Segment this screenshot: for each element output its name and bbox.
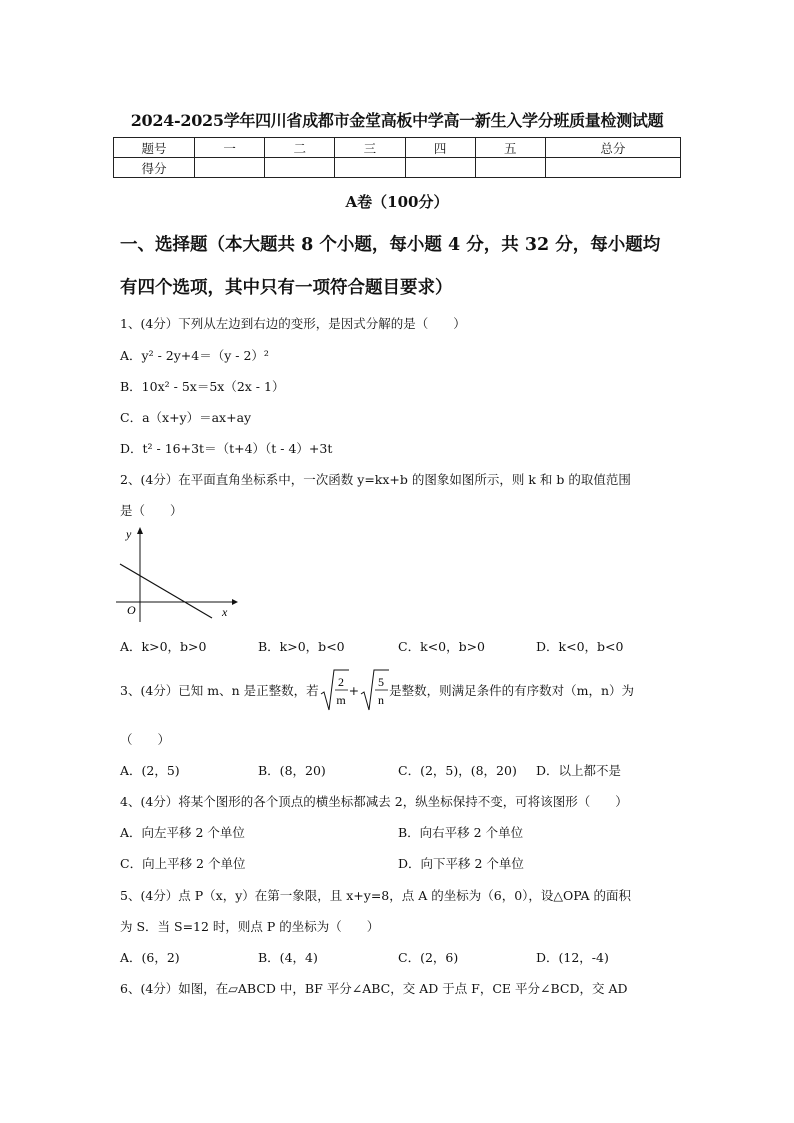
q2-option-a: A．k>0，b>0: [120, 639, 207, 654]
score-cell: 一: [195, 138, 265, 158]
q5-option-d: D．(12，-4): [536, 950, 609, 965]
score-cell: 总分: [545, 138, 680, 158]
score-table-score-row: [114, 158, 681, 178]
frac2-denominator: n: [378, 693, 385, 707]
score-cell: 四: [405, 138, 475, 158]
q5-option-b: B．(4，4): [258, 950, 318, 965]
q1-stem: 1、(4分）下列从左边到右边的变形，是因式分解的是（ ）: [120, 316, 466, 331]
score-cell: 三: [335, 138, 405, 158]
q3-stem: [120, 668, 634, 712]
score-input-cell: [475, 158, 545, 178]
q3-option-d: D．以上都不是: [536, 763, 622, 778]
score-input-cell: [265, 158, 335, 178]
q2-stem-line2: 是（ ）: [120, 503, 183, 518]
q4-option-a: A．向左平移 2 个单位: [120, 825, 245, 840]
plus-sign: +: [348, 682, 360, 698]
y-axis-arrow: [137, 527, 143, 534]
q1-option-c: C．a（x+y）＝ax+ay: [120, 410, 252, 425]
q4-option-b: B．向右平移 2 个单位: [398, 825, 524, 840]
sqrt-sign-icon: [319, 668, 349, 712]
score-input-cell: [545, 158, 680, 178]
score-input-cell: [405, 158, 475, 178]
score-cell: 五: [475, 138, 545, 158]
q1-option-b: B．10x² - 5x＝5x（2x - 1）: [120, 379, 285, 394]
q1-option-a: A．y² - 2y+4＝（y - 2）²: [120, 348, 269, 363]
exam-title: 2024-2025学年四川省成都市金堂高板中学高一新生入学分班质量检测试题: [130, 111, 664, 130]
score-table-header-row: [114, 138, 681, 158]
q1-option-d: D．t² - 16+3t＝（t+4）（t - 4）+3t: [120, 441, 333, 456]
q5-stem-line1: 5、(4分）点 P（x，y）在第一象限，且 x+y=8，点 A 的坐标为（6，0），设△OPA 的面积: [120, 888, 632, 903]
q3-option-b: B．(8，20): [258, 763, 326, 778]
sqrt-fraction-2: [359, 668, 389, 712]
score-cell: 题号: [114, 138, 195, 158]
score-table: [113, 137, 681, 178]
q4-option-d: D．向下平移 2 个单位: [398, 856, 524, 871]
sqrt-fraction-1: [319, 668, 349, 712]
q3-option-c: C．(2，5)，(8，20): [398, 763, 517, 778]
q2-option-d: D．k<0，b<0: [536, 639, 624, 654]
frac2-numerator: 5: [378, 675, 385, 689]
volume-heading: A卷（100分）: [345, 193, 449, 211]
frac1-denominator: m: [335, 693, 346, 707]
q2-option-b: B．k>0，b<0: [258, 639, 345, 654]
q3-paren: （ ）: [120, 732, 171, 747]
x-axis-arrow: [232, 599, 238, 605]
sqrt-sign-icon: [359, 668, 389, 712]
q6-stem: 6、(4分）如图，在▱ABCD 中，BF 平分∠ABC，交 AD 于点 F，CE 平分∠BCD，交 AD: [120, 981, 628, 996]
score-cell: 二: [265, 138, 335, 158]
y-axis-label: y: [126, 527, 132, 541]
q5-option-a: A．(6，2): [120, 950, 180, 965]
q2-option-c: C．k<0，b>0: [398, 639, 485, 654]
q5-stem-line2: 为 S．当 S=12 时，则点 P 的坐标为（ ）: [120, 919, 380, 934]
section-heading-line2: 有四个选项，其中只有一项符合题目要求）: [120, 278, 453, 298]
q3-option-a: A．(2，5): [120, 763, 180, 778]
score-input-cell: [195, 158, 265, 178]
q4-option-c: C．向上平移 2 个单位: [120, 856, 246, 871]
x-axis-label: x: [222, 605, 228, 619]
q3-stem-pre: 3、(4分）已知 m、n 是正整数，若: [120, 683, 319, 698]
q5-option-c: C．(2，6): [398, 950, 459, 965]
frac1-numerator: 2: [337, 675, 344, 689]
origin-label: O: [127, 603, 136, 617]
score-input-cell: [335, 158, 405, 178]
score-cell: 得分: [114, 158, 195, 178]
q3-stem-post: 是整数，则满足条件的有序数对（m，n）为: [389, 683, 635, 698]
q2-stem-line1: 2、(4分）在平面直角坐标系中，一次函数 y=kx+b 的图象如图所示，则 k 和 b 的取值范围: [120, 472, 631, 487]
q4-stem: 4、(4分）将某个图形的各个顶点的横坐标都减去 2，纵坐标保持不变，可将该图形（ ）: [120, 794, 628, 809]
section-heading-line1: 一、选择题（本大题共 8 个小题，每小题 4 分，共 32 分，每小题均: [120, 235, 661, 255]
q2-coordinate-graph: [114, 522, 238, 622]
